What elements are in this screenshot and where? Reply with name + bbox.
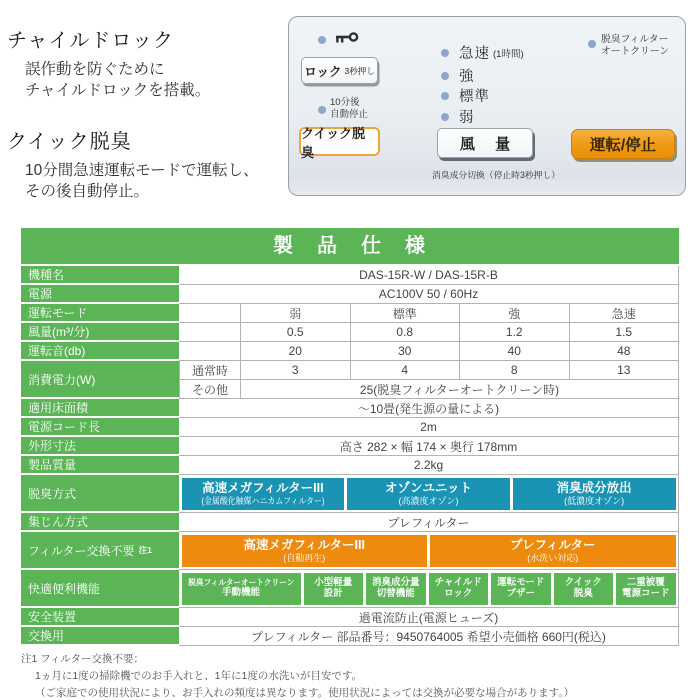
cell: 強	[460, 304, 570, 323]
row-label: 機種名	[21, 266, 179, 285]
top-section	[0, 0, 700, 214]
row-value: 過電流防止(電源ヒューズ)	[179, 608, 679, 627]
sub-cell	[179, 323, 241, 342]
row-label: 適用床面積	[21, 399, 179, 418]
footnote	[21, 652, 574, 700]
convenience-cell: 小型軽量 設計	[304, 573, 364, 605]
convenience-cell: 消臭成分量 切替機能	[366, 573, 426, 605]
row-value: 2m	[179, 418, 679, 437]
row-label: 交換用	[21, 627, 179, 646]
footnote-line: （ご家庭での使用状況により、お手入れの頻度は異なります。使用状況によっては交換が必要な場合があります。）	[35, 687, 575, 699]
row-label: 電源コード長	[21, 418, 179, 437]
table-row-power	[21, 285, 679, 304]
deodorize-cells	[179, 475, 679, 513]
lock-button[interactable]	[301, 57, 378, 84]
feature-text: 誤作動を防ぐために	[25, 61, 165, 78]
quick-deodorize-button[interactable]: クイック脱臭	[299, 127, 380, 156]
sub-cell	[179, 342, 241, 361]
cell: 1.5	[570, 323, 680, 342]
row-label: 運転モード	[21, 304, 179, 323]
cell: 0.5	[241, 323, 351, 342]
sub-cell	[179, 304, 241, 323]
deodorize-cell: 高速メガフィルターIII (金属酸化触媒ハニカムフィルター)	[182, 478, 345, 510]
consumption-normal	[179, 361, 679, 380]
row-label: 製品質量	[21, 456, 179, 475]
row-value: 高さ 282 × 幅 174 × 奥行 178mm	[179, 437, 679, 456]
table-row-dimensions	[21, 437, 679, 456]
row-label: 脱臭方式	[21, 475, 179, 513]
row-label: 消費電力(W)	[21, 361, 179, 399]
filter-cell: 高速メガフィルターIII (自動再生)	[182, 535, 428, 567]
cell: 弱	[241, 304, 351, 323]
lock-button-label: ロック	[304, 64, 342, 79]
cell: 20	[241, 342, 351, 361]
row-value: AC100V 50 / 60Hz	[179, 285, 679, 304]
convenience-cell: クイック 脱臭	[554, 573, 614, 605]
table-row-safety	[21, 608, 679, 627]
convenience-cell: 脱臭フィルターオートクリーン 手動機能	[182, 573, 301, 605]
row-value: 2.2kg	[179, 456, 679, 475]
feature-text: 10分間急速運転モードで運転し、	[25, 162, 259, 179]
row-value: プレフィルター 部品番号：9450764005 希望小売価格 660円(税込)	[179, 627, 679, 646]
row-value: ～10畳(発生源の量による)	[179, 399, 679, 418]
filter-cells	[179, 532, 679, 570]
lock-button-sublabel: 3秒押し	[344, 65, 375, 76]
mode-high-led	[441, 72, 449, 80]
row-value: DAS-15R-W / DAS-15R-B	[179, 266, 679, 285]
table-row-airflow	[21, 323, 679, 342]
footnote-ref: 注1	[138, 545, 152, 555]
power-button[interactable]: 運転/停止	[571, 129, 675, 159]
convenience-cell: 運転モード ブザー	[491, 573, 551, 605]
cell: 30	[351, 342, 461, 361]
row-label: 電源	[21, 285, 179, 304]
spec-table	[21, 228, 679, 646]
consumption-subrows	[179, 361, 679, 399]
deodorize-cell: オゾンユニット (高濃度オゾン)	[347, 478, 510, 510]
table-row-mode	[21, 304, 679, 323]
table-row-cord	[21, 418, 679, 437]
sub-cell: その他	[179, 380, 241, 399]
convenience-cell: チャイルド ロック	[429, 573, 489, 605]
table-row-deodorize-method	[21, 475, 679, 513]
table-row-weight	[21, 456, 679, 475]
table-row-consumption	[21, 361, 679, 399]
footnote-line: 注1 フィルター交換不要：	[21, 653, 144, 665]
autostop-led	[318, 106, 326, 114]
row-label: 風量(m³/分)	[21, 323, 179, 342]
cell: 4	[351, 361, 461, 380]
table-row-area	[21, 399, 679, 418]
footnote-line: 1ヵ月に1度の掃除機でのお手入れと、1年に1度の水洗いが目安です。	[35, 670, 363, 682]
autoclean-led	[588, 40, 596, 48]
row-label: 運転音(db)	[21, 342, 179, 361]
row-label: フィルター交換不要 注1	[21, 532, 179, 570]
key-icon	[334, 32, 359, 45]
table-row-noise	[21, 342, 679, 361]
mode-low: 弱	[441, 106, 475, 127]
cell: 25(脱臭フィルターオートクリーン時)	[241, 380, 679, 399]
filter-cell: プレフィルター (水洗い対応)	[430, 535, 676, 567]
fan-caption: 消臭成分切換（停止時3秒押し）	[432, 170, 561, 180]
consumption-other	[179, 380, 679, 399]
spec-table-title: 製 品 仕 様	[21, 228, 679, 264]
cell: 3	[241, 361, 351, 380]
cell: 8	[460, 361, 570, 380]
mode-rapid: 急速 (1時間)	[441, 42, 524, 63]
cell: 13	[570, 361, 680, 380]
lock-led	[318, 36, 326, 44]
cell: 48	[570, 342, 680, 361]
feature-title: チャイルドロック	[7, 30, 174, 52]
feature-text: その後自動停止。	[25, 183, 150, 200]
table-row-convenience	[21, 570, 679, 608]
feature-text: チャイルドロックを搭載。	[25, 82, 211, 99]
mode-high: 強	[441, 65, 475, 86]
row-label: 快適便利機能	[21, 570, 179, 608]
row-label: 集じん方式	[21, 513, 179, 532]
row-label: 外形寸法	[21, 437, 179, 456]
autostop-label: 10分後 自動停止	[330, 97, 369, 120]
mode-low-led	[441, 113, 449, 121]
sub-cell: 通常時	[179, 361, 241, 380]
cell: 0.8	[351, 323, 461, 342]
feature-quick-deodorize	[7, 125, 259, 202]
fan-volume-button[interactable]: 風 量	[437, 128, 533, 158]
convenience-cell: 二重被覆 電源コード	[616, 573, 676, 605]
deodorize-cell: 消臭成分放出 (低濃度オゾン)	[513, 478, 676, 510]
row-value: プレフィルター	[179, 513, 679, 532]
feature-title: クイック脱臭	[7, 131, 132, 153]
mode-standard: 標準	[441, 85, 490, 106]
cell: 標準	[351, 304, 461, 323]
autoclean-label: 脱臭フィルター オートクリーン	[601, 34, 670, 57]
table-row-filter-no-replace	[21, 532, 679, 570]
table-row-model	[21, 266, 679, 285]
control-panel	[288, 16, 686, 196]
table-row-replacement	[21, 627, 679, 646]
row-label: 安全装置	[21, 608, 179, 627]
cell: 40	[460, 342, 570, 361]
feature-descriptions	[7, 24, 259, 226]
feature-child-lock	[7, 24, 259, 101]
mode-standard-led	[441, 92, 449, 100]
cell: 1.2	[460, 323, 570, 342]
convenience-cells	[179, 570, 679, 608]
table-row-dust-collect	[21, 513, 679, 532]
cell: 急速	[570, 304, 680, 323]
mode-rapid-led	[441, 49, 449, 57]
